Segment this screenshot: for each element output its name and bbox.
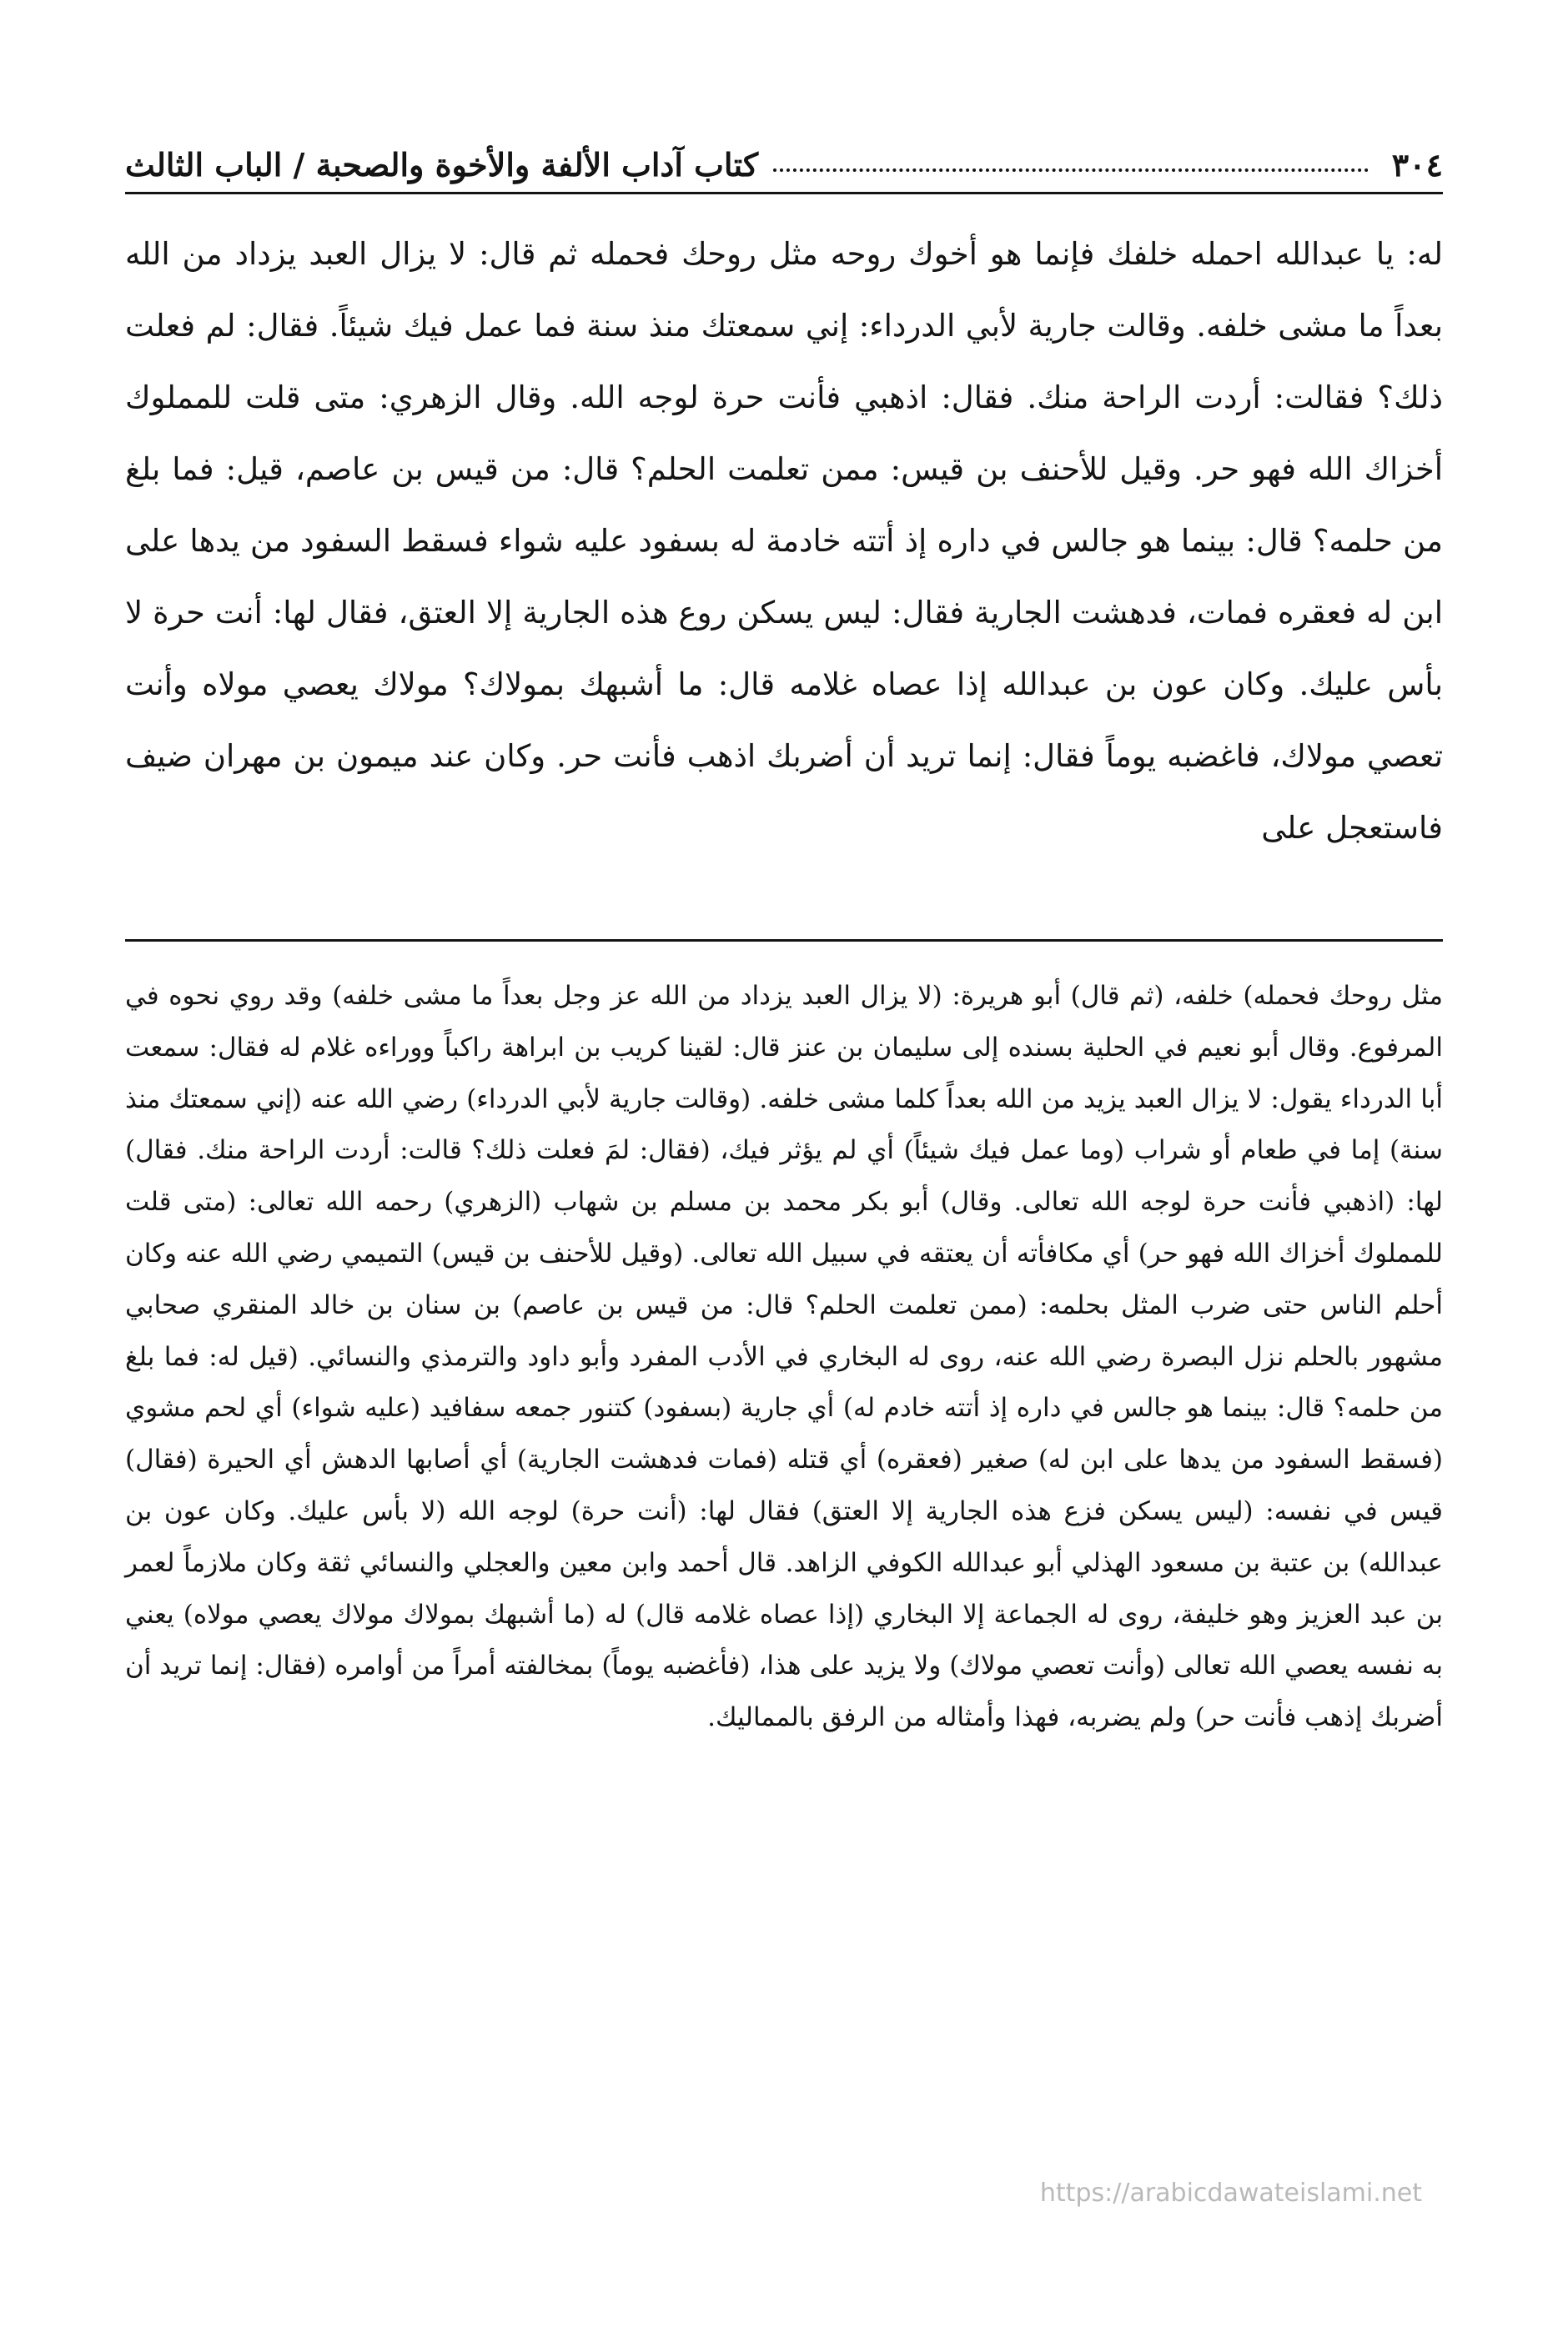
page-content (125, 100, 1443, 2269)
commentary-paragraph: مثل روحك فحمله) خلفه، (ثم قال) أبو هريرة: (لا يزال العبد يزداد من الله عز وجل بعداً ما مشى خلفه) وقد روي نحوه في المرفوع. وقال أبو نعيم في الحلية بسنده إلى سليمان بن عنز قال: لقينا كريب بن ابراهة راكباً ووراءه غلام له فقال: سمعت أبا الدرداء يقول: لا يزال العبد يزيد من الله بعداً كلما مشى خلفه. (وقالت جارية لأبي الدرداء) رضي الله عنه (إني سمعتك منذ سنة) إما في طعام أو شراب (وما عمل فيك شيئاً) أي لم يؤثر فيك، (فقال: لمَ فعلت ذلك؟ قالت: أردت الراحة منك. فقال) لها: (اذهبي فأنت حرة لوجه الله تعالى. وقال) أبو بكر محمد بن مسلم بن شهاب (الزهري) رحمه الله تعالى: (متى قلت للمملوك أخزاك الله فهو حر) أي مكافأته أن يعتقه في سبيل الله تعالى. (وقيل للأحنف بن قيس) التميمي رضي الله عنه وكان أحلم الناس حتى ضرب المثل بحلمه: (ممن تعلمت الحلم؟ قال: من قيس بن عاصم) بن سنان بن خالد المنقري صحابي مشهور بالحلم نزل البصرة رضي الله عنه، روى له البخاري في الأدب المفرد وأبو داود والترمذي والنسائي. (قيل له: فما بلغ من حلمه؟ قال: بينما هو جالس في داره إذ أتته خادم له) أي جارية (بسفود) كتنور جمعه سفافيد (عليه شواء) أي لحم مشوي (فسقط السفود من يدها على ابن له) صغير (فعقره) أي قتله (فمات فدهشت الجارية) أي أصابها الدهش أي الحيرة (فقال) قيس في نفسه: (ليس يسكن فزع هذه الجارية إلا العتق) فقال لها: (أنت حرة) لوجه الله (لا بأس عليك. وكان عون بن عبدالله) بن عتبة بن مسعود الهذلي أبو عبدالله الكوفي الزاهد. قال أحمد وابن معين والعجلي والنسائي ثقة وكان ملازماً لعمر بن عبد العزيز وهو خليفة، روى له الجماعة إلا البخاري (إذا عصاه غلامه قال) له (ما أشبهك بمولاك مولاك يعصي مولاه) يعني به نفسه يعصي الله تعالى (وأنت تعصي مولاك) ولا يزيد على هذا، (فأغضبه يوماً) بمخالفته أمراً من أوامره (فقال: إنما تريد أن أضربك إذهب فأنت حر) ولم يضربه، فهذا وأمثاله من الرفق بالمماليك. (125, 981, 1443, 1733)
commentary-block (125, 971, 1443, 1744)
header-rule (125, 192, 1443, 194)
header-dot-leader (773, 168, 1369, 172)
page-number: ٣٠٤ (1391, 146, 1443, 183)
main-text-block (125, 219, 1443, 864)
footnote-separator (125, 939, 1443, 942)
running-title: كتاب آداب الألفة والأخوة والصحبة / الباب الثالث (125, 146, 759, 183)
main-paragraph: له: يا عبدالله احمله خلفك فإنما هو أخوك روحه مثل روحك فحمله ثم قال: لا يزال العبد يزداد من الله بعداً ما مشى خلفه. وقالت جارية لأبي الدرداء: إني سمعتك منذ سنة فما عمل فيك شيئاً. فقال: لم فعلت ذلك؟ فقالت: أردت الراحة منك. فقال: اذهبي فأنت حرة لوجه الله. وقال الزهري: متى قلت للمملوك أخزاك الله فهو حر. وقيل للأحنف بن قيس: ممن تعلمت الحلم؟ قال: من قيس بن عاصم، قيل: فما بلغ من حلمه؟ قال: بينما هو جالس في داره إذ أتته خادمة له بسفود عليه شواء فسقط السفود من يدها على ابن له فعقره فمات، فدهشت الجارية فقال: ليس يسكن روع هذه الجارية إلا العتق، فقال لها: أنت حرة لا بأس عليك. وكان عون بن عبدالله إذا عصاه غلامه قال: ما أشبهك بمولاك؟ مولاك يعصي مولاه وأنت تعصي مولاك، فاغضبه يوماً فقال: إنما تريد أن أضربك اذهب فأنت حر. وكان عند ميمون بن مهران ضيف فاستعجل على (125, 236, 1443, 846)
site-watermark: https://arabicdawateislami.net (1039, 2179, 1422, 2208)
running-header (125, 125, 1443, 183)
